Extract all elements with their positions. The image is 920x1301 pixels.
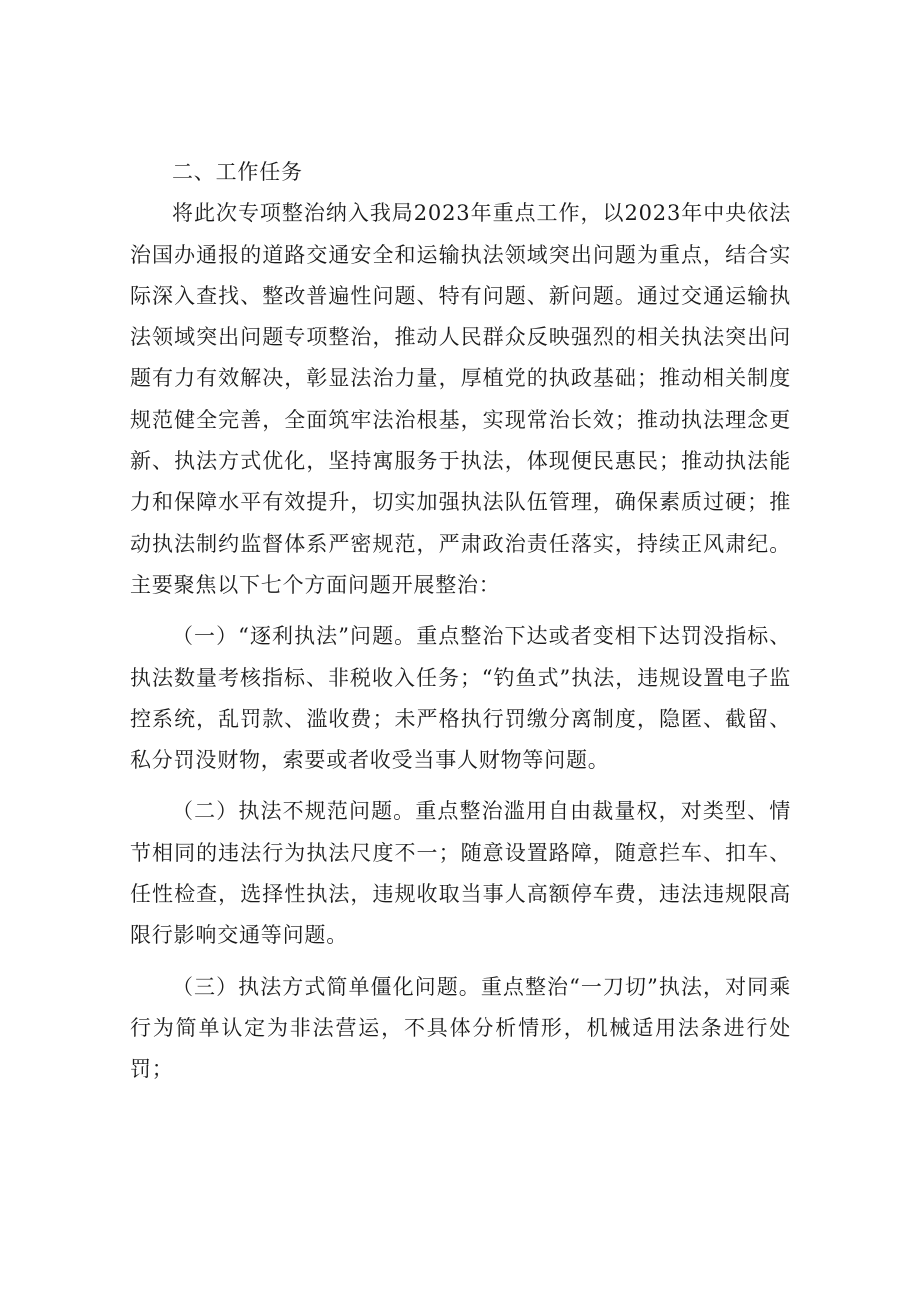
paragraph-gap	[130, 781, 791, 791]
paragraph-gap	[130, 606, 791, 616]
paragraph-item-3: （三）执法方式简单僵化问题。重点整治“一刀切”执法，对同乘行为简单认定为非法营运，不具体分析情形，机械适用法条进行处罚；	[130, 974, 791, 1082]
paragraph-item-1: （一）“逐利执法”问题。重点整治下达或者变相下达罚没指标、执法数量考核指标、非税收入任务；“钓鱼式”执法，违规设置电子监控系统，乱罚款、滥收费；未严格执行罚缴分离制度，隐匿、截留、私分罚没财物，索要或者收受当事人财物等问题。	[130, 624, 791, 773]
paragraph-task-overview: 将此次专项整治纳入我局2023年重点工作，以2023年中央依法治国办通报的道路交通安全和运输执法领域突出问题为重点，结合实际深入查找、整改普遍性问题、特有问题、新问题。通过交通运输执法领域突出问题专项整治，推动人民群众反映强烈的相关执法突出问题有力有效解决，彰显法治力量，厚植党的执政基础；推动相关制度规范健全完善，全面筑牢法治根基，实现常治长效；推动执法理念更新、执法方式优化，坚持寓服务于执法，体现便民惠民；推动执法能力和保障水平有效提升，切实加强执法队伍管理，确保素质过硬；推动执法制约监督体系严密规范，严肃政治责任落实，持续正风肃纪。主要聚焦以下七个方面问题开展整治：	[130, 201, 791, 597]
section-heading: 二、工作任务	[172, 160, 303, 184]
paragraph-gap	[130, 957, 791, 967]
document-body	[130, 152, 791, 1091]
paragraph-item-2: （二）执法不规范问题。重点整治滥用自由裁量权，对类型、情节相同的违法行为执法尺度不一；随意设置路障，随意拦车、扣车、任性检查，选择性执法，违规收取当事人高额停车费，违法违规限高限行影响交通等问题。	[130, 799, 791, 948]
